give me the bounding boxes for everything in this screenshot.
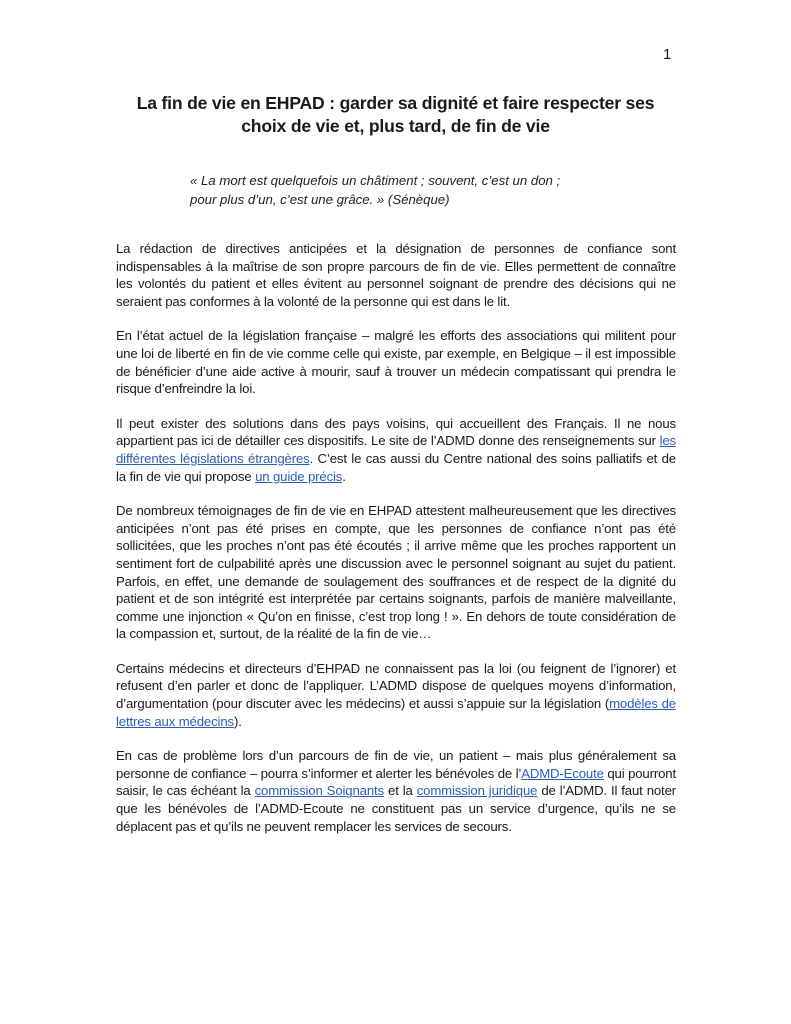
title-line-2: choix de vie et, plus tard, de fin de vie [241, 116, 550, 136]
paragraph-3-text: . C’est le cas aussi du Centre national des soins palliatifs et de la fin de vie qui propose [116, 450, 676, 484]
link-admd-ecoute[interactable]: ADMD-Ecoute [521, 765, 604, 781]
link-commission-soignants[interactable]: commission Soignants [254, 783, 384, 799]
paragraph-6-text: qui pourront saisir, le cas échéant la [116, 765, 676, 799]
paragraph-5 [116, 660, 676, 730]
paragraph-1: La rédaction de directives anticipées et la désignation de personnes de confiance sont indispensables à la maîtrise de son propre parcours de fin de vie. Elles permettent de connaître les volontés du patient et elles évitent au personnel soignant de prendre des décisions qui ne seraient pas conformes à la volonté de la personne qui est dans le lit. [116, 241, 676, 309]
paragraph-6-text: et la [384, 783, 417, 799]
paragraph-5-text: Certains médecins et directeurs d’EHPAD ne connaissent pas la loi (ou feignent de l’ignorer) et refusent d’en parler et donc de l’appliquer. L’ADMD dispose de quelques moyens d’information, d’argumentation (pour discuter avec les médecins) et aussi s’appuie sur la législation ( [116, 660, 676, 712]
paragraph-6 [116, 747, 676, 835]
paragraph-3 [116, 415, 676, 485]
paragraph-6-text: En cas de problème lors d’un parcours de fin de vie, un patient – mais plus généralement sa personne de confiance – pourra s’informer et alerter les bénévoles de l’ [116, 748, 676, 781]
paragraph-6-text: de l’ADMD. Il faut noter que les bénévoles de l’ADMD-Ecoute ne constituent pas un service d’urgence, qu’ils ne se déplacent pas et qu’ils ne peuvent remplacer les services de secours. [116, 783, 676, 834]
link-foreign-legislations[interactable]: les différentes législations étrangères [116, 433, 676, 466]
epigraph-line-1: « La mort est quelquefois un châtiment ; souvent, c’est un don ; [190, 173, 561, 188]
link-guide[interactable]: un guide précis [255, 468, 343, 484]
document-title [100, 92, 691, 138]
paragraph-5-text: ). [233, 713, 242, 729]
paragraph-4: De nombreux témoignages de fin de vie en EHPAD attestent malheureusement que les directives anticipées n’ont pas été prises en compte, que les personnes de confiance n’ont pas été sollicitées, que les proches n’ont pas été écoutés ; il arrive même que les proches rapportent un sentiment fort de culpabilité après une discussion avec le personnel soignant au sujet du patient. Parfois, en effet, une demande de soulagement des souffrances et de respect de la dignité du patient et de son intégrité est interprétée par certains soignants, parfois de manière malveillante, comme une injonction « Qu’on en finisse, c’est trop long ! ». En dehors de toute considération de la compassion et, surtout, de la réalité de la fin de vie… [116, 503, 676, 642]
title-line-1: La fin de vie en EHPAD : garder sa dignité et faire respecter ses [136, 93, 655, 113]
epigraph-line-2: pour plus d’un, c’est une grâce. » (Sénèque) [190, 192, 450, 207]
paragraph-3-text: . [342, 468, 346, 484]
paragraph-3-text: Il peut exister des solutions dans des pays voisins, qui accueillent des Français. Il ne nous appartient pas ici de détailler ces dispositifs. Le site de l’ADMD donne des renseignements sur [116, 415, 676, 449]
link-commission-juridique[interactable]: commission juridique [416, 783, 538, 799]
page-number: 1 [663, 46, 672, 63]
link-letter-templates[interactable]: modèles de lettres aux médecins [116, 696, 676, 729]
paragraph-2: En l’état actuel de la législation française – malgré les efforts des associations qui militent pour une loi de liberté en fin de vie comme celle qui existe, par exemple, en Belgique – il est impossible de bénéficier d’une aide active à mourir, sauf à trouver un médecin compatissant qui prendra le risque d’enfreindre la loi. [116, 328, 676, 397]
epigraph-quote [190, 171, 610, 209]
document-body [116, 240, 676, 852]
